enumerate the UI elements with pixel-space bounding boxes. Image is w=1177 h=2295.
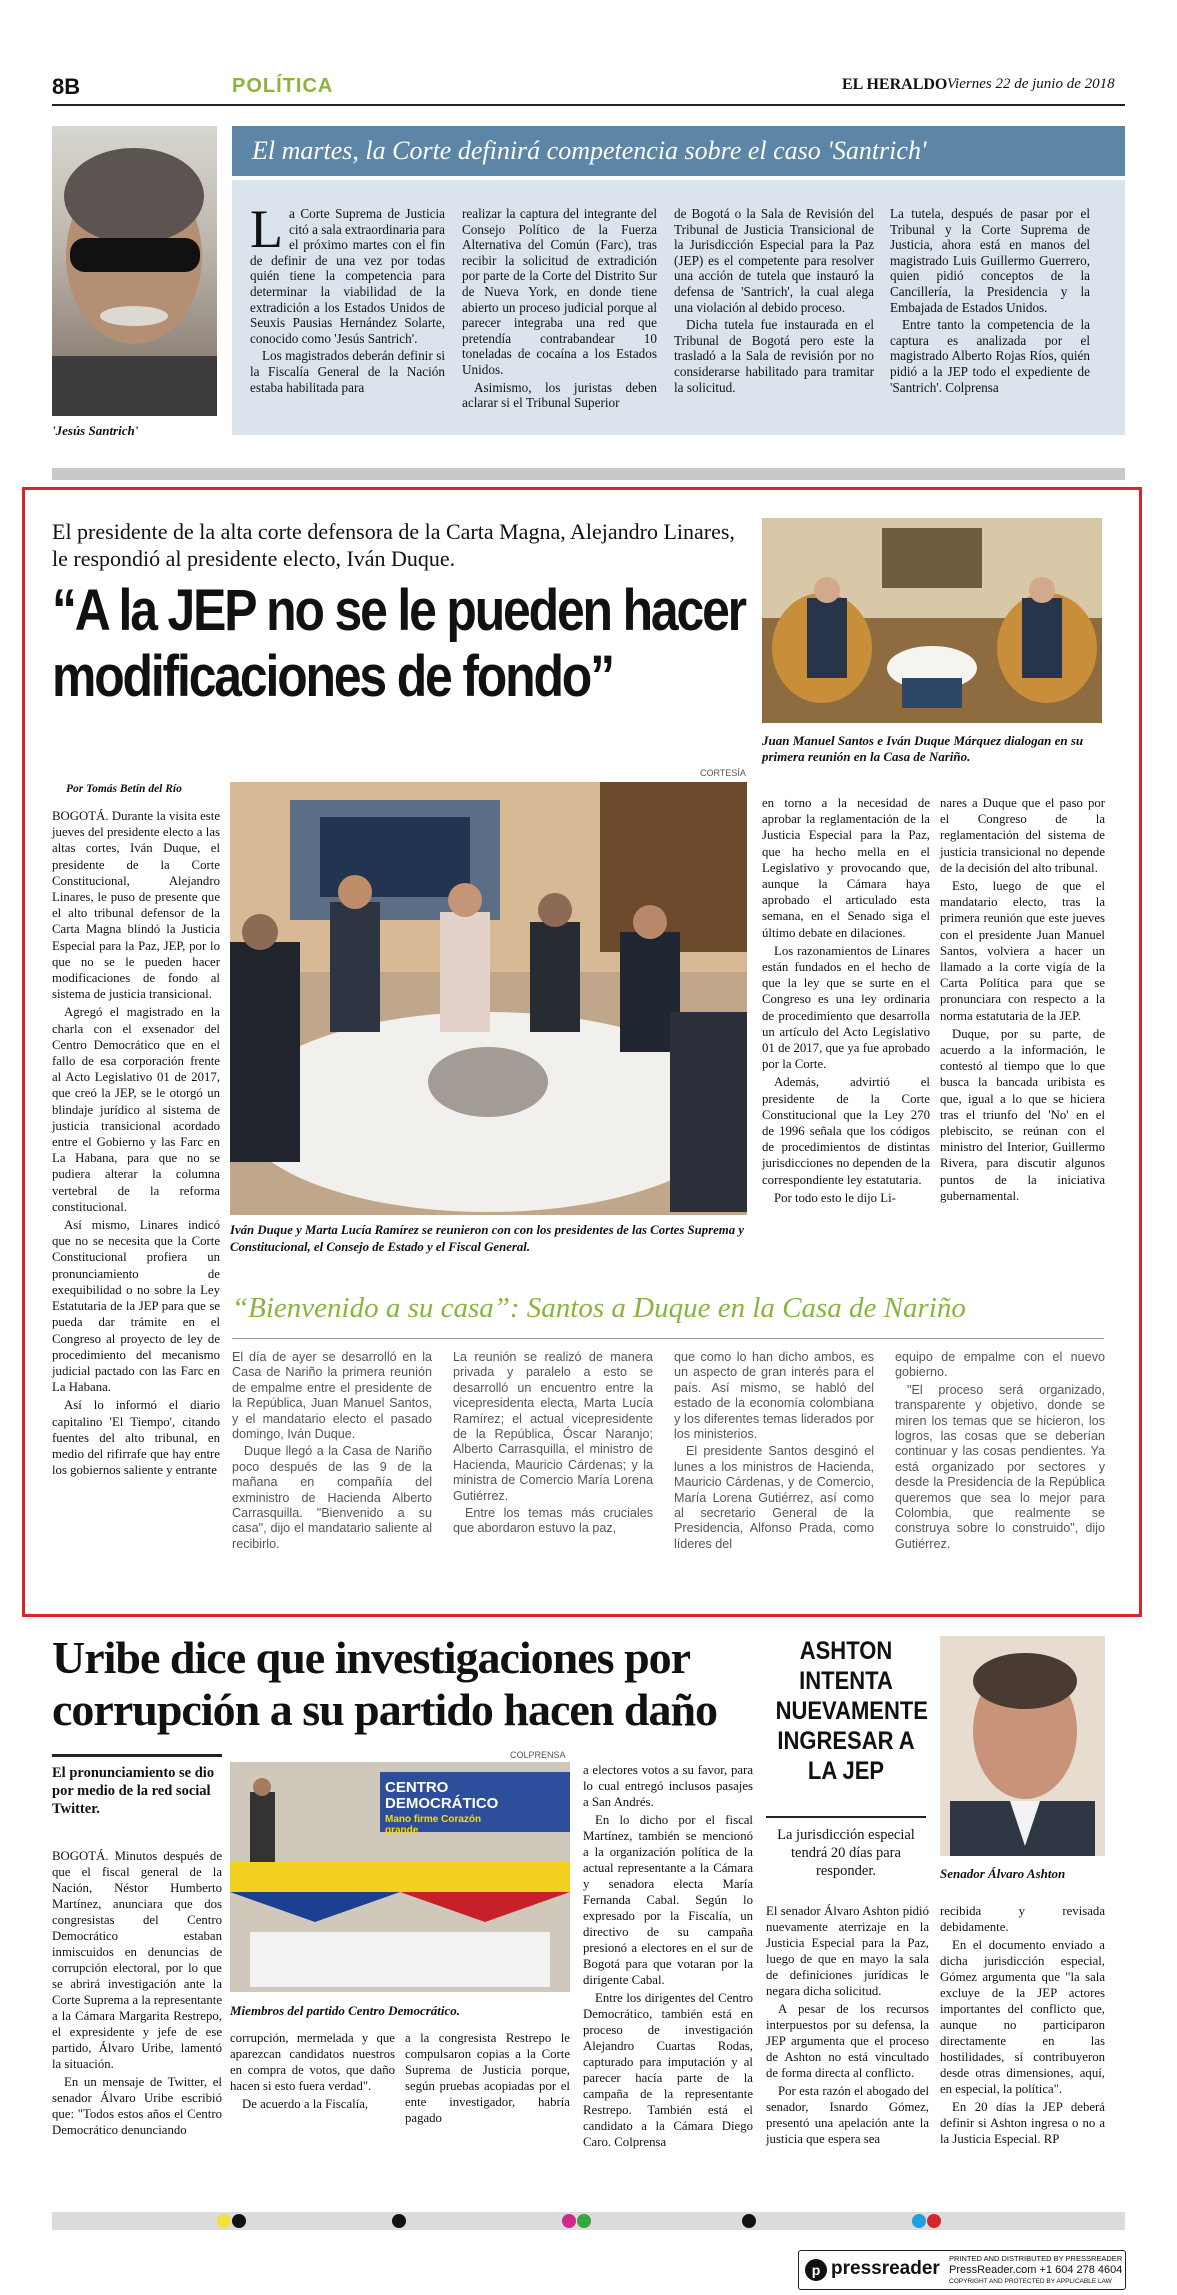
header-rule: [52, 104, 1125, 106]
sidebar-title: “Bienvenido a su casa”: Santos a Duque en la Casa de Nariño: [232, 1292, 966, 1324]
ashton-rule: [766, 1816, 926, 1818]
sidebar-col3: [674, 1350, 874, 1554]
uribe-photo-credit: COLPRENSA: [510, 1750, 566, 1760]
uribe-headline: Uribe dice que investigaciones por corrupción a su partido hacen daño: [52, 1632, 718, 1735]
main-text-4b: Esto, luego de que el mandatario electo, tras la primera reunión que este jueves con el presidente Juan Manuel Santos, volviera a hacer un llamado a la corte vigía de la Carta Política para que se pronunciara con respecto a la norma estatutaria de la JEP.: [940, 879, 1105, 1023]
top-story-banner: [232, 126, 1125, 176]
top-story-title: El martes, la Corte definirá competencia sobre el caso 'Santrich': [252, 136, 927, 165]
sidebar-text-1: El día de ayer se desarrolló en la Casa de Nariño la primera reunión de empalme entre el presidente de la República, Juan Manuel Santos, y el mandatario electo el pasado domingo, Iván Duque.: [232, 1350, 432, 1442]
uribe-col1: [52, 1848, 222, 2140]
top-story-text-1: a Corte Suprema de Justicia citó a sala extraordinaria para el próximo martes con el fin de definir de una vez por todas quién tiene la competencia para determinar la viabilidad de la extradición a los Estados Unidos de Seuxis Pausias Hernández Solarte, conocido como 'Jesús Santrich'.: [250, 206, 445, 346]
main-text-1b: Agregó el magistrado en la charla con el exsenador del Centro Democrático que en el fallo de esa corporación frente al Acto Legislativo 01 de 2017, que creó la JEP, se le otorgó un blindaje jurídico al sistema de justicia transicional acordado entre el Gobierno y las Farc en La Habana, para que no se pudiera alterar la columna vertebral de la reforma constitucional.: [52, 1005, 220, 1214]
reg-mark-yellow: [217, 2214, 231, 2228]
top-story-text-4b: Entre tanto la competencia de la captura es analizada por el magistrado Alberto Rojas Ríos, quién pidió a la JEP todo el expediente de 'Santrich'. Colprensa: [890, 317, 1090, 395]
ashton-col2: [940, 1903, 1105, 2149]
main-text-3b: Los razonamientos de Linares están fundados en el hecho de que la ley que se surte en el Congreso es una ley ordinaria de procedimiento que desarrolla un artículo del Acto Legislativo 01 de 2017, que ya fue aprobado por la Corte.: [762, 943, 930, 1072]
sidebar-rule: [232, 1338, 1104, 1339]
main-text-1: BOGOTÁ. Durante la visita este jueves del presidente electo a las altas cortes, Iván Duque, el presidente de la Corte Constitucional, Alejandro Linares, le puso de presente que el alto tribunal defensor de la Carta Magna blindó la Justicia Especial para la Paz, JEP, por lo que no se le pueden hacer modificaciones de fondo al sistema de justicia transicional.: [52, 809, 220, 1002]
ashton-text-1: El senador Álvaro Ashton pidió nuevamente aterrizaje en la Justicia Especial para la Paz, luego de que en mayo la sala de definiciones jurídicas le negara dicha solicitud.: [766, 1904, 929, 1998]
sidebar-col2: [453, 1350, 653, 1539]
uribe-col3: [405, 2030, 570, 2128]
banner-title: CENTRO DEMOCRÁTICO: [385, 1779, 499, 1812]
banner-slogan: Mano firme Corazón grande: [385, 1814, 482, 1836]
reg-mark-cyan: [912, 2214, 926, 2228]
section-label: POLÍTICA: [232, 75, 334, 97]
reg-mark-black: [232, 2214, 246, 2228]
ashton-text-1c: Por esta razón el abogado del senador, Isnardo Gómez, presentó una apelación ante la justicia que espera sea: [766, 2084, 929, 2146]
registration-bar: [52, 2212, 1125, 2230]
santos-duque-photo: [762, 518, 1102, 723]
uribe-text-2b: De acuerdo a la Fiscalía,: [242, 2097, 369, 2111]
ashton-text-2b: En el documento enviado a dicha jurisdicción especial, Gómez argumenta que "la sala excluye de la JEP actores importantes del conflicto que, aunque no participaron directamente en las hostilidades, sí contribuyeron desde otras dimensiones, aquí, en especial, la política".: [940, 1938, 1105, 2096]
ashton-caption: Senador Álvaro Ashton: [940, 1866, 1066, 1881]
reg-mark-green: [577, 2214, 591, 2228]
top-story-col1: [250, 199, 445, 397]
reg-mark-black: [392, 2214, 406, 2228]
sidebar-text-1b: Duque llegó a la Casa de Nariño poco después de las 9 de la mañana en compañía del exministro de Hacienda Alberto Carrasquilla. "Bienvenido a su casa", dijo el mandatario saliente al recibirlo.: [232, 1444, 432, 1551]
ashton-text-2c: En 20 días la JEP deberá definir si Ashton ingresa o no a la Justicia Especial. RP: [940, 2100, 1105, 2146]
uribe-text-1: BOGOTÁ. Minutos después de que el fiscal general de la Nación, Néstor Humberto Martínez, anunciara que dos congresistas del Centro Democrático estaban inmiscuidos en denuncias de corrupción electoral, por lo que se abrirá investigación ante la Corte Suprema a la representante a la Cámara Margarita Restrepo, el expresidente y jefe de ese partido, Álvaro Uribe, lamentó la situación.: [52, 1849, 222, 2071]
issue-date: Viernes 22 de junio de 2018: [947, 76, 1115, 92]
reg-mark-black: [742, 2214, 756, 2228]
section-divider: [52, 468, 1125, 480]
pressreader-line3: COPYRIGHT AND PROTECTED BY APPLICABLE LAW: [949, 2278, 1112, 2285]
main-text-3c: Además, advirtió el presidente de la Corte Constitucional que la Ley 270 de 1996 señala que los códigos de procedimientos de distintas jurisdicciones no dependen de la correspondiente ley estatutaria.: [762, 1075, 930, 1187]
courts-meeting-photo: [230, 782, 747, 1215]
main-text-3: en torno a la necesidad de aprobar la reglamentación de la Justicia Especial para la Paz, que ha hecho mella en el Legislativo y provocando que, aunque la Cámara haya aprobado el articulado esta semana, en el Senado siga el último debate en dilaciones.: [762, 796, 930, 940]
ashton-text-2: recibida y revisada debidamente.: [940, 1904, 1105, 1934]
ashton-photo: [940, 1636, 1105, 1856]
page-header: [52, 70, 1125, 102]
uribe-text-1b: En un mensaje de Twitter, el senador Álvaro Uribe escribió que: "Todos estos años el Centro Democrático denunciando: [52, 2075, 222, 2137]
pressreader-logo-icon: p: [805, 2259, 827, 2281]
main-text-1d: Así lo informó el diario capitalino 'El Tiempo', citando fuentes del alto tribunal, en medio del rifirrafe que hay entre los gobiernos saliente y entrante: [52, 1398, 220, 1478]
top-story-text-3b: Dicha tutela fue instaurada en el Tribunal de Bogotá pero este la trasladó a la Sala de revisión por no considerarse habilitado para tramitar la solicitud.: [674, 317, 874, 395]
dropcap: L: [250, 199, 283, 259]
top-story-text-2: realizar la captura del integrante del Consejo Político de la Fuerza Alternativa del Común (Farc), tras recibir la solicitud de extradición por parte de la Corte del Distrito Sur de Nueva York, en donde tiene abierto un proceso judicial porque al parecer integraba una red que pretendía contrabandear 10 toneladas de cocaína a los Estados Unidos.: [462, 206, 657, 377]
main-byline: Por Tomás Betín del Río: [66, 783, 182, 795]
page-number: 8B: [52, 74, 81, 99]
pressreader-brand: pressreader: [831, 2258, 940, 2279]
reg-mark-red: [927, 2214, 941, 2228]
main-col4: [940, 795, 1105, 1206]
pressreader-line2: PressReader.com +1 604 278 4604: [949, 2264, 1123, 2276]
sidebar-text-3: que como lo han dicho ambos, es un aspecto de gran interés para el país. Así mismo, se habló del estado de la economía colombiana y los diferentes temas liderados por los ministerios.: [674, 1350, 874, 1442]
uribe-summary: El pronunciamiento se dio por medio de la red social Twitter.: [52, 1765, 215, 1817]
main-col1: [52, 808, 220, 1480]
main-photo-credit: CORTESÍA: [700, 768, 746, 778]
uribe-col4: [583, 1762, 753, 2152]
uribe-rule: [52, 1754, 222, 1757]
top-story-col2: [462, 206, 657, 413]
sidebar-text-3b: El presidente Santos desginó el lunes a los ministros de Hacienda, Mauricio Cárdenas, y de Comercio, María Lorena Gutiérrez, así como al secretario General de la Presidencia, Alfonso Prada, como líderes del: [674, 1444, 874, 1551]
uribe-text-3: a la congresista Restrepo le compulsaron copias a la Corte Suprema de Justicia porque, según pruebas acopiadas por el ente investigador, habría pagado: [405, 2031, 570, 2125]
pressreader-footer: [798, 2250, 1126, 2290]
top-story-text-1b: Los magistrados deberán definir si la Fiscalía General de la Nación estaba habilitada para: [250, 348, 445, 395]
main-headline: “A la JEP no se le pueden hacer modificaciones de fondo”: [52, 578, 745, 709]
uribe-col2: [230, 2030, 395, 2114]
top-story-col3: [674, 206, 874, 397]
sidebar-text-4b: "El proceso será organizado, transparente y objetivo, donde se miren los temas que se hicieron, los logros, las cosas que se deberían continuar y las cosas pendientes. Ya está organizado por sectores y desde la Presidencia de la República queremos que sea lo mejor para Colombia, que realmente se construya sobre lo construido", dijo Gutiérrez.: [895, 1382, 1105, 1551]
top-story-text-3: de Bogotá o la Sala de Revisión del Tribunal de Justicia Transicional de la Jurisdicción Especial para la Paz (JEP) es el competente para resolver una acción de tutela que instauró la defensa de 'Santrich', la cual alega una violación al debido proceso.: [674, 206, 874, 315]
ashton-summary: La jurisdicción especial tendrá 20 días para responder.: [777, 1827, 915, 1879]
ashton-text-1b: A pesar de los recursos interpuestos por su defensa, la JEP argumenta que el proceso de Ashton no está vincultado de forma directa al conflicto.: [766, 2002, 929, 2080]
main-text-3d: Por todo esto le dijo Li-: [774, 1190, 896, 1205]
main-kicker: El presidente de la alta corte defensora de la Carta Magna, Alejandro Linares, le respondió al presidente electo, Iván Duque.: [52, 519, 735, 571]
main-text-1c: Así mismo, Linares indicó que no se necesita que la Corte Constitucional profiera un pronunciamiento de exequibilidad o no sobre la Ley Estatutaria de la JEP para que se pueda dar trámite en el Congreso al proyecto de ley de procedimiento del mecanismo judicial pactado con las Farc en La Habana.: [52, 1218, 220, 1395]
top-story-text-2b: Asimismo, los juristas deben aclarar si el Tribunal Superior: [462, 379, 657, 411]
centro-democratico-caption: Miembros del partido Centro Democrático.: [230, 2003, 461, 2018]
sidebar-col4: [895, 1350, 1105, 1554]
courts-meeting-caption: Iván Duque y Marta Lucía Ramírez se reunieron con con los presidentes de las Cortes Suprema y Constitucional, el Consejo de Estado y el Fiscal General.: [230, 1223, 745, 1254]
santrich-photo: [52, 126, 217, 416]
sidebar-text-2: La reunión se realizó de manera privada y paralelo a esto se desarrolló un encuentro entre la vicepresidenta electa, Marta Lucía Ramírez; el actual vicepresidente de la República, Óscar Naranjo; Alberto Carrasquilla, el ministro de Hacienda, Mauricio Cárdenas; y la ministra de Comercio María Lorena Gutiérrez.: [453, 1350, 653, 1503]
sidebar-text-2b: Entre los temas más cruciales que abordaron estuvo la paz,: [453, 1506, 653, 1536]
sidebar-col1: [232, 1350, 432, 1554]
sidebar-text-4: equipo de empalme con el nuevo gobierno.: [895, 1350, 1105, 1380]
uribe-text-2: corrupción, mermelada y que aparezcan candidatos nuestros en compra de votos, que daño hacen si esto fuera verdad".: [230, 2031, 395, 2093]
santrich-caption: 'Jesús Santrich': [52, 423, 139, 438]
uribe-text-4b: En lo dicho por el fiscal Martínez, también se mencionó a la organización política de la actual representante a la Cámara y senadora electa María Fernanda Cabal. Según lo expresado por la Fiscalía, un directivo de su campaña presionó a electores en el sur de Bogotá para que votaran por la dirigente Cabal.: [583, 1813, 753, 1987]
top-story-text-4: La tutela, después de pasar por el Tribunal y la Corte Suprema de Justicia, ahora está en manos del magistrado Luis Guillermo Guerrero, quien pidió conceptos de la Cancillería, la Presidencia y la Embajada de Estados Unidos.: [890, 206, 1090, 315]
uribe-text-4: a electores votos a su favor, para lo cual entregó inclusos pasajes a San Andrés.: [583, 1763, 753, 1809]
ashton-headline: ASHTON INTENTA NUEVAMENTE INGRESAR A LA JEP: [775, 1637, 928, 1785]
main-text-4c: Duque, por su parte, de acuerdo a la información, le contestó al tiempo que lo que busca la bancada uribista es que, igual a lo que se hiciera tras el triunfo del 'No' en el plebiscito, se reúnan con el ministro del Interior, Guillermo Rivera, para discutir algunos puntos de la iniciativa gubernamental.: [940, 1026, 1105, 1203]
reg-mark-magenta: [562, 2214, 576, 2228]
santos-duque-caption: Juan Manuel Santos e Iván Duque Márquez dialogan en su primera reunión en la Casa de Nariño.: [762, 733, 1084, 764]
top-story-col4: [890, 206, 1090, 397]
main-col3: [762, 795, 930, 1208]
ashton-col1: [766, 1903, 929, 2149]
pressreader-line1: PRINTED AND DISTRIBUTED BY PRESSREADER: [949, 2254, 1123, 2263]
uribe-text-4c: Entre los dirigentes del Centro Democrático, también está en proceso de investigación Alejandro Cuartas Rodas, capturado para imputación y al parecer hacía parte de la campaña de la representante Restrepo. También está el candidato a la Cámara Diego Caro. Colprensa: [583, 1991, 753, 2149]
main-text-4: nares a Duque que el paso por el Congreso de la reglamentación del sistema de justicia transicional no depende de la decisión del alto tribunal.: [940, 796, 1105, 875]
newspaper-name: EL HERALDO: [842, 76, 948, 93]
